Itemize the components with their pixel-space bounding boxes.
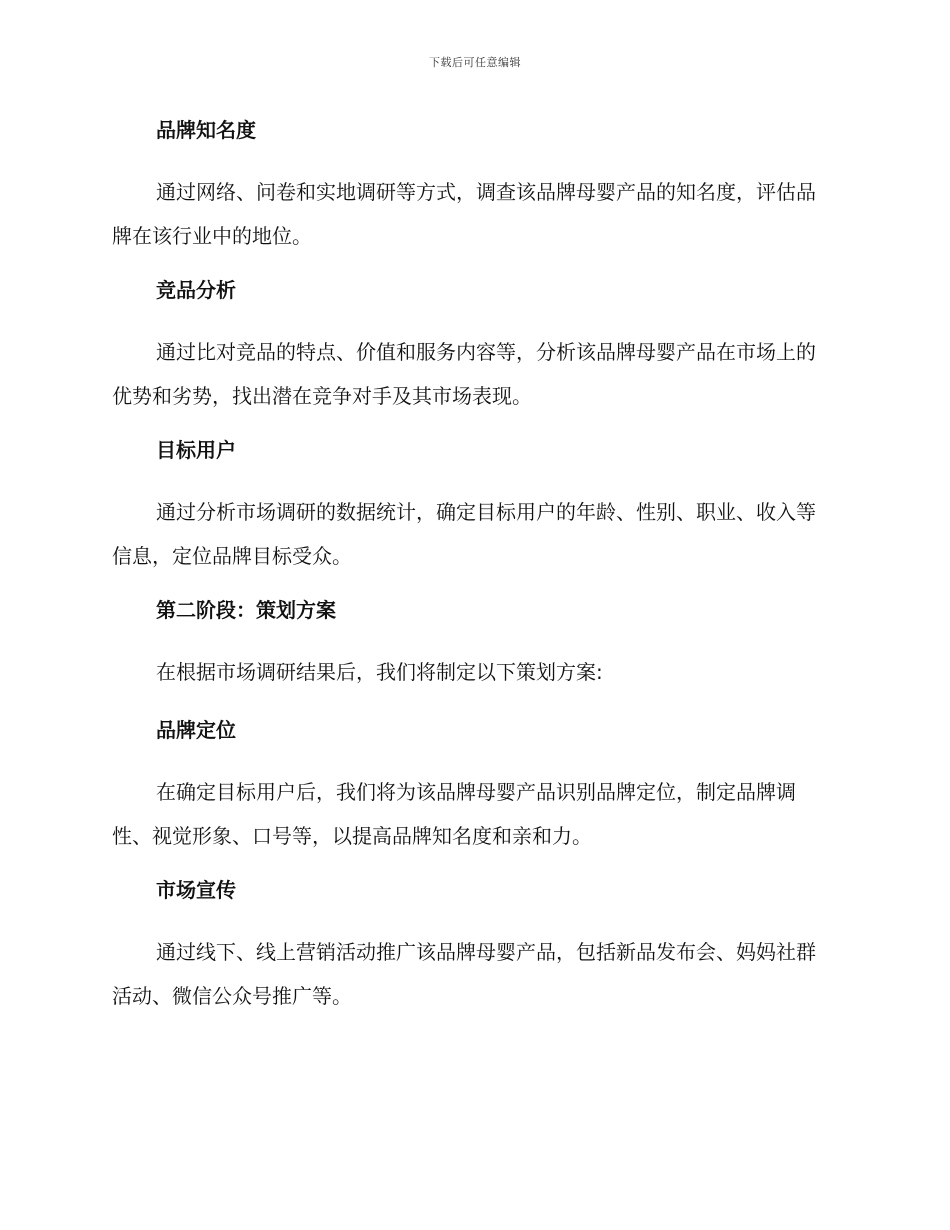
section-body-brand-positioning: 在确定目标用户后，我们将为该品牌母婴产品识别品牌定位，制定品牌调性、视觉形象、口号等，以提高品牌知名度和亲和力。	[112, 780, 796, 848]
section-body-stage-two: 在根据市场调研结果后，我们将制定以下策划方案:	[156, 660, 603, 684]
section-body-competitor-analysis: 通过比对竞品的特点、价值和服务内容等，分析该品牌母婴产品在市场上的优势和劣势，找出潜在竞争对手及其市场表现。	[112, 340, 816, 408]
section-heading-brand-awareness: 品牌知名度	[156, 118, 256, 142]
section-heading-brand-positioning: 品牌定位	[156, 718, 236, 742]
section-heading-market-promotion: 市场宣传	[156, 878, 236, 902]
document-body	[112, 112, 832, 1032]
section-heading-competitor-analysis: 竞品分析	[156, 278, 236, 302]
section-body-market-promotion: 通过线下、线上营销活动推广该品牌母婴产品，包括新品发布会、妈妈社群活动、微信公众号推广等。	[112, 940, 816, 1008]
section-heading-target-users: 目标用户	[156, 438, 236, 462]
header-note: 下载后可任意编辑	[429, 56, 521, 69]
section-body-target-users: 通过分析市场调研的数据统计，确定目标用户的年龄、性别、职业、收入等信息，定位品牌目标受众。	[112, 500, 816, 568]
section-heading-stage-two: 第二阶段：策划方案	[156, 598, 336, 622]
section-body-brand-awareness: 通过网络、问卷和实地调研等方式，调查该品牌母婴产品的知名度，评估品牌在该行业中的地位。	[112, 180, 816, 248]
